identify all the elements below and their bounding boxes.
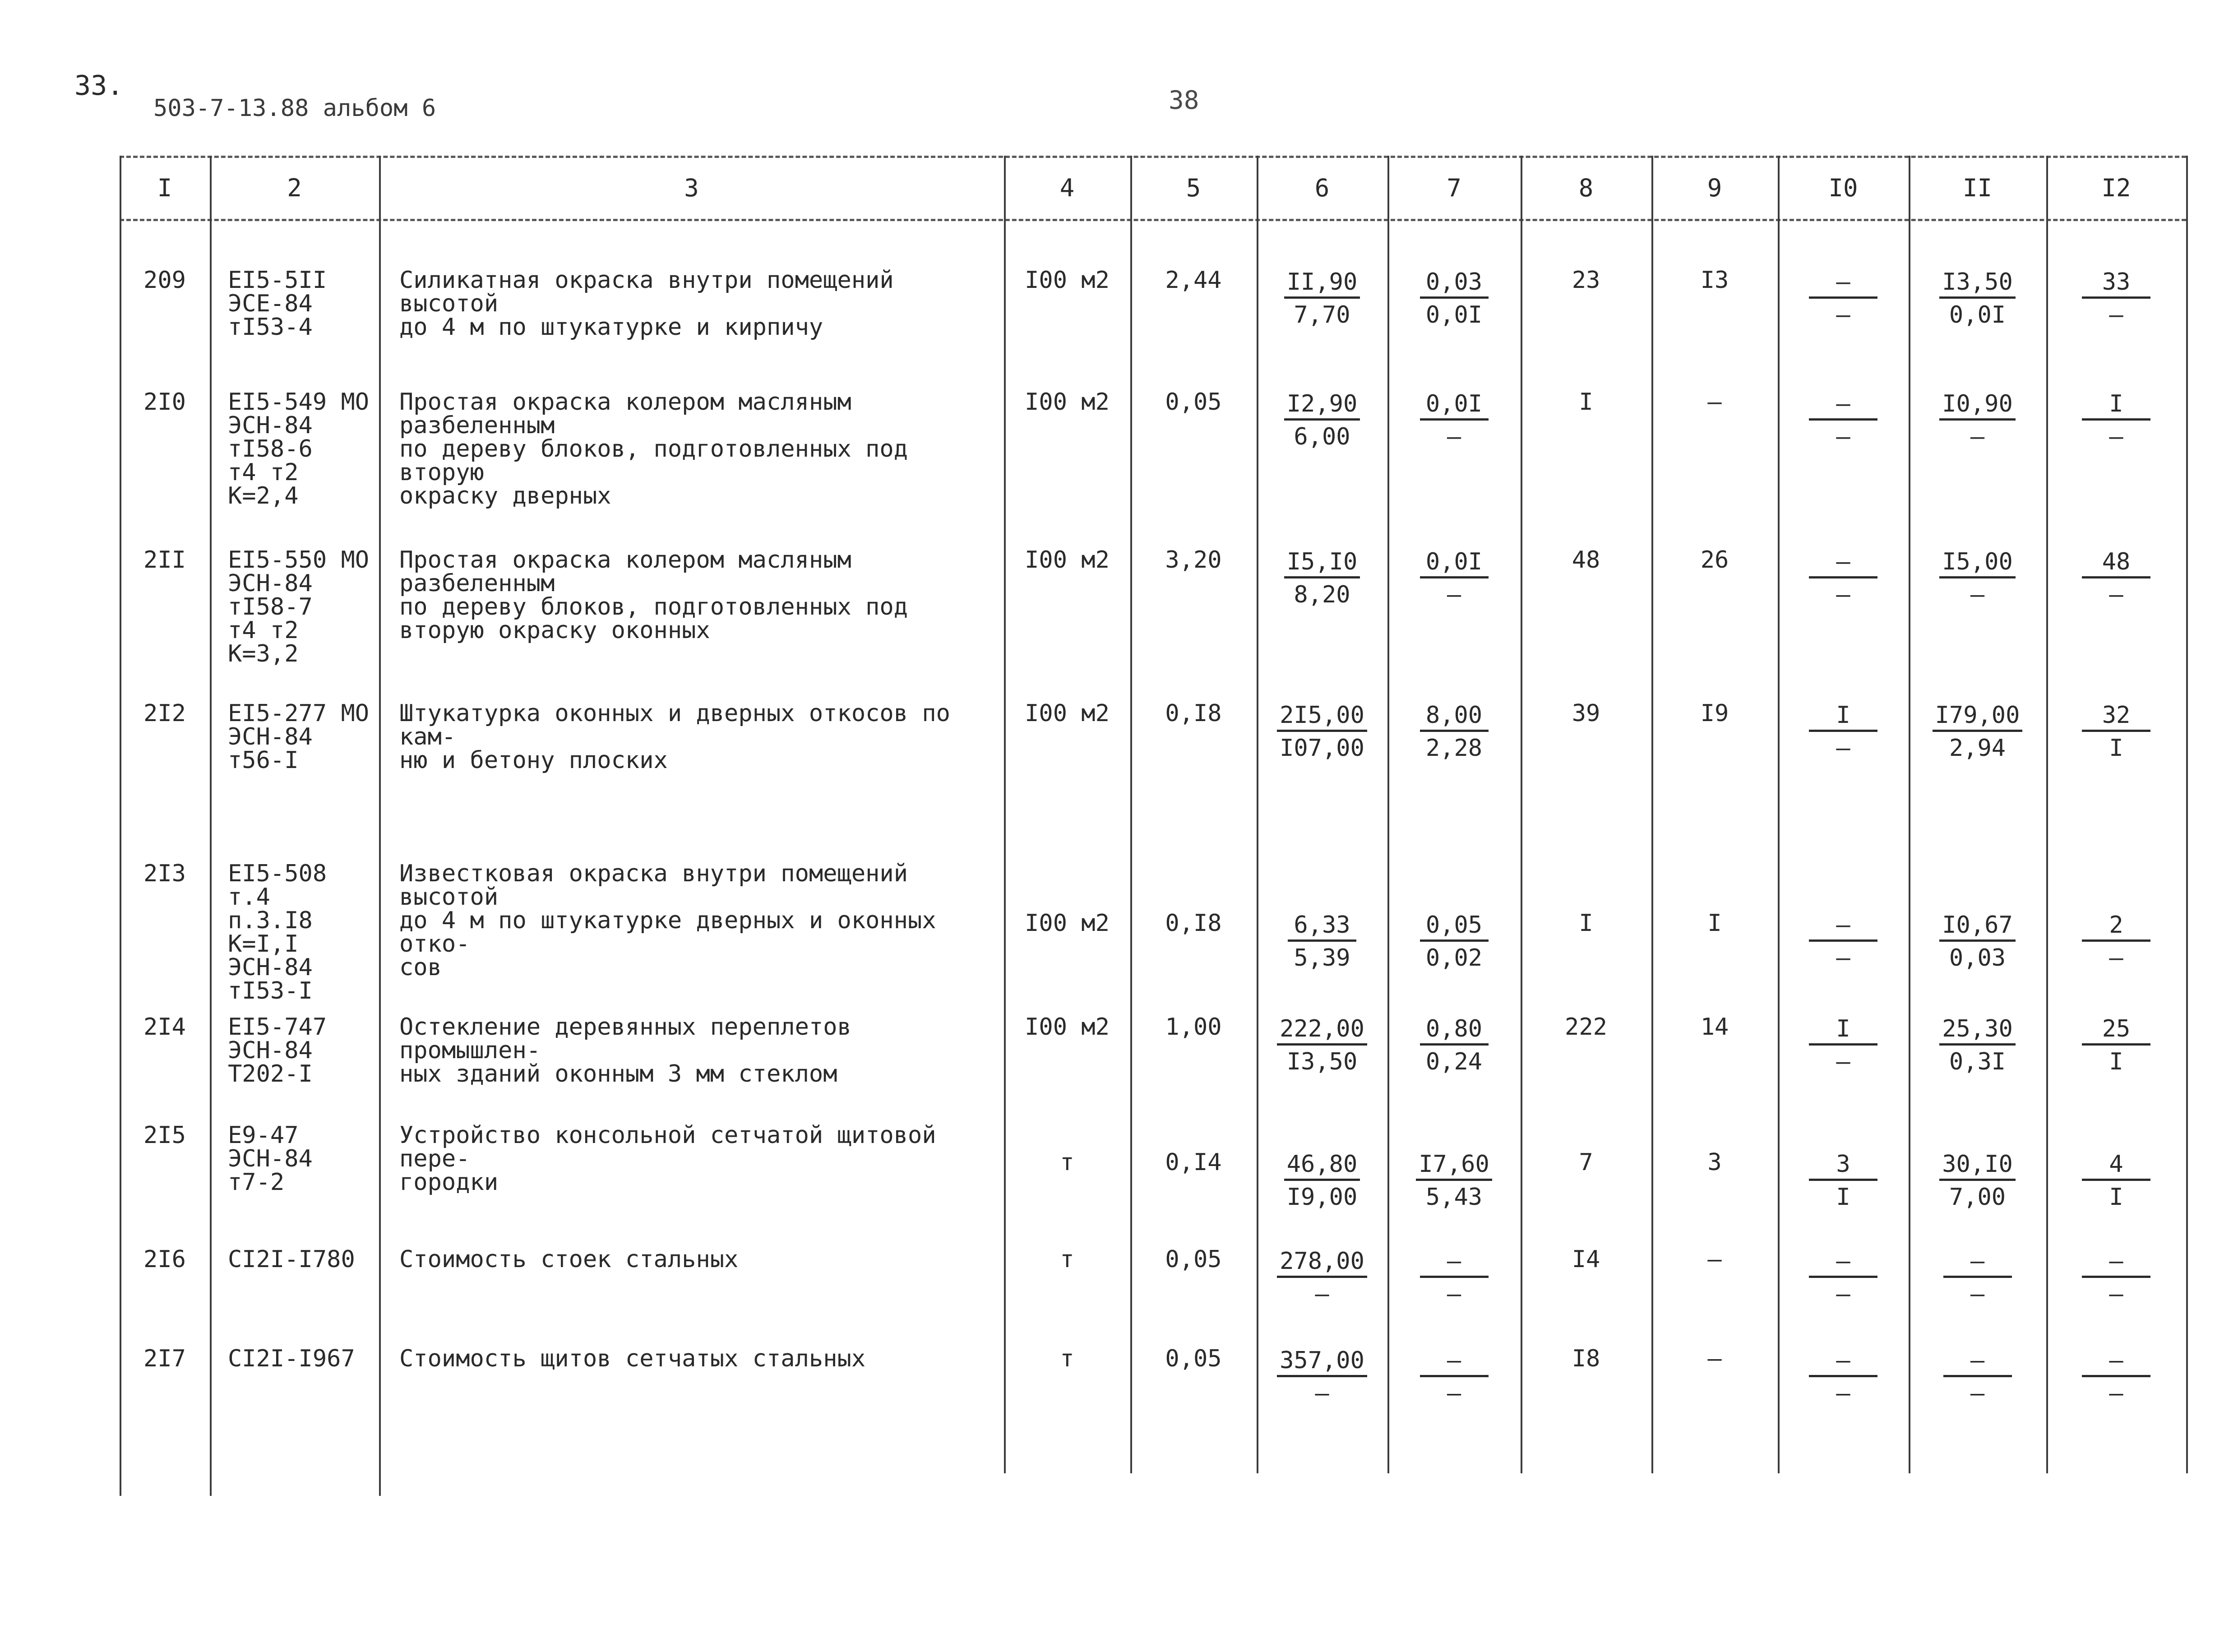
labor-total — [2046, 702, 2186, 762]
labor-per-unit-denominator: 0,3I — [1949, 1048, 2006, 1075]
page-number: 38 — [1169, 86, 1199, 115]
machine-total-numerator: – — [1809, 549, 1877, 578]
labor-total-numerator: 32 — [2082, 703, 2150, 732]
total-cost: 7 — [1579, 1149, 1593, 1176]
price-code: CI2I-I780 — [228, 1246, 355, 1273]
column-divider — [1004, 156, 1006, 1473]
unit-of-measure: I00 м2 — [1025, 910, 1110, 937]
labor-per-unit-denominator: 2,94 — [1949, 735, 2006, 762]
unit-cost — [1257, 1347, 1387, 1407]
price-code: EI5-5II ЭСЕ-84 тI53-4 — [228, 267, 327, 341]
wages-total: 3 — [1707, 1149, 1722, 1176]
unit-cost — [1257, 1248, 1387, 1308]
estimate-table — [120, 156, 2186, 1496]
work-description: Стоимость щитов сетчатых стальных — [399, 1345, 866, 1372]
machine-cost-numerator: 8,00 — [1420, 703, 1489, 732]
labor-per-unit — [1909, 702, 2046, 762]
price-code: EI5-549 МО ЭСН-84 тI58-6 т4 т2 К=2,4 — [228, 389, 370, 509]
machine-cost-denominator: – — [1447, 423, 1461, 450]
labor-per-unit-numerator: I79,00 — [1933, 703, 2023, 732]
labor-total — [2046, 1248, 2186, 1308]
labor-total-denominator: – — [2109, 301, 2123, 329]
machine-cost — [1387, 548, 1521, 608]
wages-total: – — [1707, 389, 1722, 416]
price-code: EI5-277 МО ЭСН-84 т56-I — [228, 700, 370, 774]
labor-per-unit-denominator: – — [1970, 1380, 1985, 1407]
machine-cost-numerator: I7,60 — [1416, 1152, 1492, 1181]
quantity: 0,I8 — [1165, 700, 1222, 727]
machine-total — [1778, 912, 1909, 972]
machine-total — [1778, 1248, 1909, 1308]
unit-cost-numerator: I2,90 — [1284, 391, 1360, 421]
machine-cost-numerator: 0,05 — [1420, 912, 1489, 942]
labor-total-denominator: – — [2109, 1281, 2123, 1308]
row-number: 2I2 — [143, 700, 186, 727]
unit-cost-denominator: 6,00 — [1294, 423, 1350, 450]
quantity: 0,05 — [1165, 1246, 1222, 1273]
machine-total-denominator: – — [1836, 1380, 1850, 1407]
column-divider — [1130, 156, 1132, 1473]
machine-total-numerator: – — [1809, 1249, 1877, 1278]
quantity: 3,20 — [1165, 546, 1222, 574]
machine-total — [1778, 390, 1909, 450]
wages-total: – — [1707, 1345, 1722, 1372]
unit-cost-denominator: I07,00 — [1280, 735, 1364, 762]
column-header: I — [157, 174, 172, 202]
unit-of-measure: I00 м2 — [1025, 1013, 1110, 1041]
machine-cost-numerator: 0,80 — [1420, 1016, 1489, 1046]
table-header-rule — [120, 219, 2186, 221]
machine-total-denominator: I — [1836, 1184, 1850, 1211]
wages-total: – — [1707, 1246, 1722, 1273]
quantity: 0,05 — [1165, 389, 1222, 416]
labor-total-numerator: I — [2082, 391, 2150, 421]
machine-total-numerator: – — [1809, 391, 1877, 421]
unit-cost — [1257, 390, 1387, 450]
column-header: 6 — [1314, 174, 1330, 202]
work-description: Устройство консольной сетчатой щитовой пере- городки — [399, 1122, 936, 1196]
labor-per-unit-numerator: 30,I0 — [1939, 1152, 2016, 1181]
labor-per-unit-denominator: – — [1970, 581, 1985, 608]
row-number: 2I4 — [143, 1013, 186, 1041]
quantity: 0,05 — [1165, 1345, 1222, 1372]
labor-total-denominator: – — [2109, 944, 2123, 972]
unit-cost-numerator: 2I5,00 — [1277, 703, 1367, 732]
unit-cost — [1257, 912, 1387, 972]
machine-cost-denominator: 0,02 — [1425, 944, 1483, 972]
table-top-rule — [120, 156, 2186, 158]
total-cost: 48 — [1572, 546, 1600, 574]
column-header: 7 — [1447, 174, 1461, 202]
total-cost: 23 — [1572, 267, 1600, 294]
machine-cost-numerator: 0,0I — [1420, 391, 1489, 421]
machine-total-denominator: – — [1836, 423, 1850, 450]
machine-cost-denominator: – — [1447, 1281, 1461, 1308]
row-number: 2I7 — [143, 1345, 186, 1372]
machine-total-numerator: 3 — [1809, 1152, 1877, 1181]
work-description: Простая окраска колером масляным разбеленным по дереву блоков, подготовленных под вторую окраску дверных — [399, 389, 908, 509]
machine-total-numerator: – — [1809, 269, 1877, 299]
machine-total — [1778, 1347, 1909, 1407]
column-divider — [210, 156, 212, 1496]
machine-total — [1778, 268, 1909, 329]
machine-cost-numerator: – — [1420, 1249, 1489, 1278]
unit-of-measure: I00 м2 — [1025, 389, 1110, 416]
total-cost: 222 — [1565, 1013, 1607, 1041]
labor-total-denominator: – — [2109, 423, 2123, 450]
labor-total-denominator: I — [2109, 1184, 2123, 1211]
unit-cost — [1257, 548, 1387, 608]
machine-cost — [1387, 1347, 1521, 1407]
machine-cost — [1387, 912, 1521, 972]
quantity: 2,44 — [1165, 267, 1222, 294]
labor-total-denominator: I — [2109, 1048, 2123, 1075]
machine-total — [1778, 1151, 1909, 1211]
column-header: 3 — [684, 174, 699, 202]
price-code: EI5-747 ЭСН-84 Т202-I — [228, 1013, 327, 1087]
labor-total-numerator: – — [2082, 1249, 2150, 1278]
column-divider — [1651, 156, 1653, 1473]
labor-per-unit-numerator: I0,67 — [1939, 912, 2016, 942]
labor-per-unit-numerator: 25,30 — [1939, 1016, 2016, 1046]
labor-per-unit — [1909, 548, 2046, 608]
labor-total — [2046, 1015, 2186, 1075]
unit-cost-numerator: I5,I0 — [1284, 549, 1360, 578]
document-code: 503-7-13.88 альбом 6 — [153, 95, 436, 122]
column-header: I0 — [1828, 174, 1858, 202]
total-cost: I — [1579, 910, 1593, 937]
labor-per-unit-numerator: I5,00 — [1939, 549, 2016, 578]
labor-per-unit — [1909, 1248, 2046, 1308]
column-divider — [2186, 156, 2188, 1473]
unit-of-measure: т — [1060, 1345, 1074, 1372]
labor-total-denominator: I — [2109, 735, 2123, 762]
labor-total — [2046, 548, 2186, 608]
column-header: II — [1962, 174, 1993, 202]
column-divider — [1521, 156, 1522, 1473]
machine-cost — [1387, 1248, 1521, 1308]
labor-per-unit — [1909, 1347, 2046, 1407]
machine-total — [1778, 548, 1909, 608]
work-description: Простая окраска колером масляным разбеленным по дереву блоков, подготовленных под вторую окраску оконных — [399, 546, 908, 644]
machine-total-denominator: – — [1836, 1281, 1850, 1308]
column-divider — [120, 156, 121, 1496]
unit-of-measure: I00 м2 — [1025, 700, 1110, 727]
unit-cost — [1257, 1151, 1387, 1211]
labor-total — [2046, 390, 2186, 450]
labor-per-unit-numerator: I3,50 — [1939, 269, 2016, 299]
machine-cost-denominator: 0,24 — [1425, 1048, 1483, 1075]
machine-total-numerator: I — [1809, 703, 1877, 732]
unit-cost — [1257, 268, 1387, 329]
unit-cost — [1257, 1015, 1387, 1075]
price-code: EI5-508 т.4 п.3.I8 К=I,I ЭСН-84 тI53-I — [228, 860, 327, 1004]
machine-cost-numerator: 0,03 — [1420, 269, 1489, 299]
machine-total-numerator: – — [1809, 1348, 1877, 1377]
page-number-corner: 33. — [74, 70, 124, 102]
machine-cost — [1387, 1015, 1521, 1075]
row-number: 209 — [143, 267, 186, 294]
row-number: 2I5 — [143, 1122, 186, 1149]
price-code: E9-47 ЭСН-84 т7-2 — [228, 1122, 313, 1196]
unit-cost-denominator: 5,39 — [1294, 944, 1350, 972]
labor-total-numerator: 33 — [2082, 269, 2150, 299]
labor-total-denominator: – — [2109, 1380, 2123, 1407]
unit-cost — [1257, 702, 1387, 762]
machine-cost-denominator: – — [1447, 1380, 1461, 1407]
unit-cost-numerator: 222,00 — [1277, 1016, 1367, 1046]
labor-total-denominator: – — [2109, 581, 2123, 608]
machine-cost-denominator: 2,28 — [1425, 735, 1483, 762]
labor-per-unit-numerator: I0,90 — [1939, 391, 2016, 421]
labor-total — [2046, 912, 2186, 972]
column-header: 2 — [287, 174, 302, 202]
column-header: 4 — [1059, 174, 1075, 202]
labor-per-unit-denominator: – — [1970, 1281, 1985, 1308]
work-description: Остекление деревянных переплетов промышлен- ных зданий оконным 3 мм стеклом — [399, 1013, 851, 1087]
machine-total-denominator: – — [1836, 1048, 1850, 1075]
row-number: 2II — [143, 546, 186, 574]
unit-cost-numerator: 6,33 — [1288, 912, 1356, 942]
unit-cost-numerator: II,90 — [1284, 269, 1360, 299]
machine-total-denominator: – — [1836, 944, 1850, 972]
row-number: 2I0 — [143, 389, 186, 416]
work-description: Известковая окраска внутри помещений высотой до 4 м по штукатурке дверных и оконных отко- сов — [399, 860, 936, 981]
labor-total-numerator: 25 — [2082, 1016, 2150, 1046]
labor-per-unit — [1909, 1151, 2046, 1211]
labor-per-unit-numerator: – — [1943, 1348, 2012, 1377]
unit-of-measure: I00 м2 — [1025, 546, 1110, 574]
unit-of-measure: т — [1060, 1149, 1074, 1176]
column-header: 5 — [1186, 174, 1201, 202]
total-cost: I8 — [1572, 1345, 1600, 1372]
machine-total — [1778, 702, 1909, 762]
machine-cost-denominator: 5,43 — [1425, 1184, 1483, 1211]
price-code: EI5-550 МО ЭСН-84 тI58-7 т4 т2 К=3,2 — [228, 546, 370, 667]
machine-total-numerator: I — [1809, 1016, 1877, 1046]
work-description: Силикатная окраска внутри помещений высотой до 4 м по штукатурке и кирпичу — [399, 267, 894, 341]
machine-cost-denominator: 0,0I — [1425, 301, 1483, 329]
quantity: 0,I4 — [1165, 1149, 1222, 1176]
wages-total: 26 — [1700, 546, 1729, 574]
labor-per-unit — [1909, 390, 2046, 450]
unit-cost-numerator: 46,80 — [1284, 1152, 1360, 1181]
row-number: 2I6 — [143, 1246, 186, 1273]
wages-total: I — [1707, 910, 1722, 937]
machine-cost — [1387, 390, 1521, 450]
labor-per-unit-denominator: – — [1970, 423, 1985, 450]
column-divider — [379, 156, 381, 1496]
machine-total — [1778, 1015, 1909, 1075]
wages-total: I3 — [1700, 267, 1729, 294]
machine-cost — [1387, 268, 1521, 329]
labor-per-unit-denominator: 0,0I — [1949, 301, 2006, 329]
machine-total-denominator: – — [1836, 735, 1850, 762]
machine-cost — [1387, 702, 1521, 762]
machine-cost-denominator: – — [1447, 581, 1461, 608]
total-cost: I — [1579, 389, 1593, 416]
work-description: Стоимость стоек стальных — [399, 1246, 739, 1273]
labor-total — [2046, 1151, 2186, 1211]
unit-cost-denominator: – — [1315, 1380, 1329, 1407]
column-header: 9 — [1707, 174, 1722, 202]
labor-per-unit — [1909, 1015, 2046, 1075]
machine-cost-numerator: 0,0I — [1420, 549, 1489, 578]
labor-total — [2046, 268, 2186, 329]
quantity: 0,I8 — [1165, 910, 1222, 937]
machine-cost-numerator: – — [1420, 1348, 1489, 1377]
machine-total-numerator: – — [1809, 912, 1877, 942]
total-cost: 39 — [1572, 700, 1600, 727]
unit-cost-numerator: 278,00 — [1277, 1249, 1367, 1278]
unit-cost-denominator: – — [1315, 1281, 1329, 1308]
unit-of-measure: т — [1060, 1246, 1074, 1273]
wages-total: I9 — [1700, 700, 1729, 727]
unit-cost-numerator: 357,00 — [1277, 1348, 1367, 1377]
column-header: I2 — [2101, 174, 2131, 202]
row-number: 2I3 — [143, 860, 186, 887]
work-description: Штукатурка оконных и дверных откосов по кам- ню и бетону плоских — [399, 700, 950, 774]
unit-of-measure: I00 м2 — [1025, 267, 1110, 294]
labor-total-numerator: 48 — [2082, 549, 2150, 578]
labor-total-numerator: – — [2082, 1348, 2150, 1377]
labor-total-numerator: 2 — [2082, 912, 2150, 942]
labor-total-numerator: 4 — [2082, 1152, 2150, 1181]
unit-cost-denominator: I9,00 — [1286, 1184, 1358, 1211]
labor-per-unit — [1909, 912, 2046, 972]
unit-cost-denominator: I3,50 — [1286, 1048, 1358, 1075]
unit-cost-denominator: 8,20 — [1294, 581, 1350, 608]
machine-cost — [1387, 1151, 1521, 1211]
labor-per-unit-numerator: – — [1943, 1249, 2012, 1278]
labor-per-unit-denominator: 0,03 — [1949, 944, 2006, 972]
unit-cost-denominator: 7,70 — [1294, 301, 1350, 329]
wages-total: 14 — [1700, 1013, 1729, 1041]
labor-per-unit-denominator: 7,00 — [1949, 1184, 2006, 1211]
total-cost: I4 — [1572, 1246, 1600, 1273]
price-code: CI2I-I967 — [228, 1345, 355, 1372]
labor-per-unit — [1909, 268, 2046, 329]
machine-total-denominator: – — [1836, 301, 1850, 329]
column-header: 8 — [1578, 174, 1594, 202]
quantity: 1,00 — [1165, 1013, 1222, 1041]
labor-total — [2046, 1347, 2186, 1407]
machine-total-denominator: – — [1836, 581, 1850, 608]
